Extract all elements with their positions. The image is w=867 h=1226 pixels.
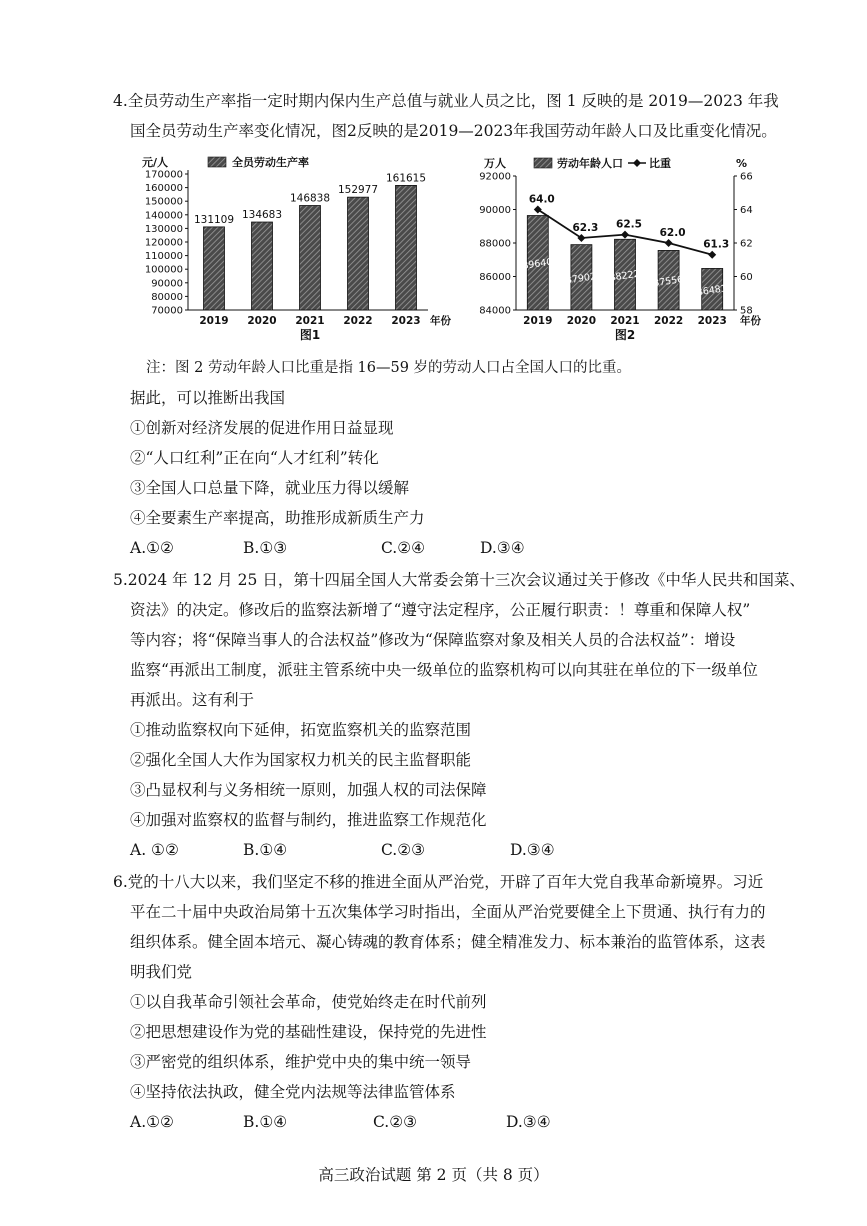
line-data-label: 62.0 bbox=[659, 227, 686, 239]
y-tick-label-right: 66 bbox=[740, 171, 753, 183]
y-tick-label: 130000 bbox=[144, 223, 183, 235]
y-axis-label: 元/人 bbox=[142, 156, 169, 169]
y-tick-label: 120000 bbox=[144, 237, 183, 249]
y-tick-label-right: 60 bbox=[740, 272, 753, 283]
q4-option-d[interactable]: D.③④ bbox=[480, 539, 525, 557]
legend-label-bar: 劳动年龄人口 bbox=[557, 157, 623, 170]
q5-line-4: 监察“再派出工制度，派驻主管系统中央一级单位的监察机构可以向其驻在单位的下一级单位 bbox=[130, 661, 758, 679]
legend-swatch bbox=[208, 157, 226, 167]
x-tick-label: 2022 bbox=[653, 315, 684, 327]
y-tick-label: 150000 bbox=[144, 196, 183, 208]
y-tick-label: 92000 bbox=[479, 171, 511, 183]
q5-item-4: ④加强对监察权的监督与制约，推进监察工作规范化 bbox=[130, 811, 487, 829]
y-tick-label: 90000 bbox=[479, 205, 511, 216]
bar bbox=[252, 222, 273, 310]
bar-data-label: 89640 bbox=[521, 256, 554, 272]
y-axis-label-left: 万人 bbox=[484, 157, 506, 170]
q6-item-4: ④坚持依法执政，健全党内法规等法律监管体系 bbox=[130, 1083, 456, 1101]
q6-line-3: 组织体系。健全固本培元、凝心铸魂的教育体系；健全精准发力、标本兼治的监管体系，这表 bbox=[130, 933, 766, 951]
y-tick-label: 70000 bbox=[151, 305, 183, 317]
q6-item-3: ③严密党的组织体系，维护党中央的集中统一领导 bbox=[130, 1053, 472, 1071]
line-data-label: 64.0 bbox=[528, 193, 555, 206]
y-tick-label: 160000 bbox=[144, 183, 183, 195]
x-axis-label: 年份 bbox=[430, 315, 451, 327]
x-tick-label: 2021 bbox=[610, 315, 640, 327]
x-tick-label: 2019 bbox=[199, 315, 229, 327]
y-tick-label: 170000 bbox=[144, 169, 183, 181]
x-tick-label: 2020 bbox=[566, 315, 597, 327]
legend-label-line: 比重 bbox=[649, 157, 671, 170]
legend-swatch-bar bbox=[534, 158, 552, 168]
y-tick-label: 80000 bbox=[151, 291, 183, 303]
q5-option-c[interactable]: C.②③ bbox=[381, 841, 426, 859]
x-tick-label: 2023 bbox=[391, 315, 421, 327]
q6-line-1: 6.党的十八大以来，我们坚定不移的推进全面从严治党，开辟了百年大党自我革命新境界。习近 bbox=[113, 873, 764, 891]
q4-line-1: 4.全员劳动生产率指一定时期内保内生产总值与就业人员之比，图 1 反映的是 2019—2023 年我 bbox=[113, 92, 779, 110]
q5-line-1: 5.2024 年 12 月 25 日，第十四届全国人大常委会第十三次会议通过关于修改《中华人民共和国菜、 bbox=[113, 571, 805, 589]
bar-data-label: 87902 bbox=[565, 271, 597, 287]
q6-option-d[interactable]: D.③④ bbox=[506, 1113, 551, 1131]
bar bbox=[396, 185, 417, 310]
q5-item-3: ③凸显权利与义务相统一原则，加强人权的司法保障 bbox=[130, 781, 487, 799]
page-footer: 高三政治试题 第 2 页（共 8 页） bbox=[318, 1166, 549, 1184]
line-data-label: 61.3 bbox=[703, 238, 730, 251]
y-tick-label: 110000 bbox=[144, 251, 183, 263]
q6-option-a[interactable]: A.①② bbox=[130, 1113, 174, 1131]
data-label: 152977 bbox=[337, 184, 379, 197]
q4-stem: 据此，可以推断出我国 bbox=[130, 389, 286, 407]
q6-item-2: ②把思想建设作为党的基础性建设，保持党的先进性 bbox=[130, 1023, 487, 1041]
bar-data-label: 86481 bbox=[696, 283, 728, 299]
legend-label: 全员劳动生产率 bbox=[232, 156, 309, 169]
x-tick-label: 2023 bbox=[697, 315, 727, 327]
q5-option-d[interactable]: D.③④ bbox=[510, 841, 555, 859]
data-label: 131109 bbox=[193, 213, 235, 226]
line-point bbox=[621, 231, 629, 239]
y-tick-label: 90000 bbox=[151, 278, 183, 290]
data-label: 146838 bbox=[289, 192, 331, 205]
line-point bbox=[708, 251, 716, 259]
chart-title: 图1 bbox=[299, 328, 321, 342]
q5-option-a[interactable]: A. ①② bbox=[130, 841, 179, 859]
x-tick-label: 2022 bbox=[343, 315, 373, 327]
q4-item-1: ①创新对经济发展的促进作用日益显现 bbox=[130, 419, 394, 437]
q6-item-1: ①以自我革命引领社会革命，使党始终走在时代前列 bbox=[130, 993, 487, 1011]
chart-title: 图2 bbox=[614, 328, 636, 342]
y-tick-label-right: 58 bbox=[740, 305, 753, 317]
bar bbox=[300, 206, 321, 310]
data-label: 161615 bbox=[385, 172, 427, 185]
q5-item-1: ①推动监察权向下延伸，拓宽监察机关的监察范围 bbox=[130, 721, 472, 739]
q6-line-2: 平在二十届中央政治局第十五次集体学习时指出，全面从严治党要健全上下贯通、执行有力的 bbox=[130, 903, 766, 921]
line-point bbox=[665, 239, 673, 247]
q6-line-4: 明我们党 bbox=[130, 963, 193, 981]
y-axis-label-right: % bbox=[736, 157, 748, 170]
q4-note: 注：图 2 劳动年龄人口比重是指 16—59 岁的劳动人口占全国人口的比重。 bbox=[146, 360, 632, 376]
y-tick-label: 140000 bbox=[144, 210, 183, 222]
y-tick-label: 100000 bbox=[144, 264, 183, 276]
y-tick-label: 88000 bbox=[479, 238, 511, 250]
q4-option-b[interactable]: B.①③ bbox=[243, 539, 288, 557]
x-axis-label: 年份 bbox=[740, 315, 761, 327]
chart-1 bbox=[140, 152, 451, 352]
line-data-label: 62.5 bbox=[616, 218, 642, 231]
y-tick-label-right: 64 bbox=[740, 205, 753, 216]
bar-data-label: 88222 bbox=[608, 268, 641, 284]
bar bbox=[348, 197, 369, 310]
q5-line-5: 再派出。这有利于 bbox=[130, 691, 255, 709]
data-label: 134683 bbox=[241, 209, 283, 222]
q4-line-2: 国全员劳动生产率变化情况，图2反映的是2019—2023年我国劳动年龄人口及比重变化情况。 bbox=[130, 122, 777, 140]
q4-item-2: ②“人口红利”正在向“人才红利”转化 bbox=[130, 449, 379, 467]
q5-line-3: 等内容；将“保障当事人的合法权益”修改为“保障监察对象及相关人员的合法权益”：增设 bbox=[130, 631, 736, 649]
x-tick-label: 2020 bbox=[247, 315, 277, 327]
x-tick-label: 2021 bbox=[295, 315, 325, 327]
chart-2 bbox=[470, 152, 770, 352]
x-tick-label: 2019 bbox=[523, 315, 553, 327]
q4-item-3: ③全国人口总量下降，就业压力得以缓解 bbox=[130, 479, 410, 497]
line-data-label: 62.3 bbox=[572, 221, 599, 234]
y-tick-label: 84000 bbox=[479, 305, 511, 317]
q5-line-2: 资法》的决定。修改后的监察法新增了“遵守法定程序，公正履行职责：！尊重和保障人权” bbox=[130, 601, 751, 619]
bar-data-label: 87556 bbox=[652, 274, 684, 290]
q4-option-a[interactable]: A.①② bbox=[130, 539, 174, 557]
bar bbox=[204, 227, 225, 310]
legend-marker bbox=[633, 159, 641, 167]
q4-option-c[interactable]: C.②④ bbox=[381, 539, 426, 557]
q6-option-c[interactable]: C.②③ bbox=[373, 1113, 418, 1131]
q6-option-b[interactable]: B.①④ bbox=[243, 1113, 288, 1131]
q4-item-4: ④全要素生产率提高，助推形成新质生产力 bbox=[130, 509, 425, 527]
q5-option-b[interactable]: B.①④ bbox=[243, 841, 288, 859]
y-tick-label: 86000 bbox=[479, 272, 511, 283]
q5-item-2: ②强化全国人大作为国家权力机关的民主监督职能 bbox=[130, 751, 472, 769]
y-tick-label-right: 62 bbox=[740, 238, 753, 250]
